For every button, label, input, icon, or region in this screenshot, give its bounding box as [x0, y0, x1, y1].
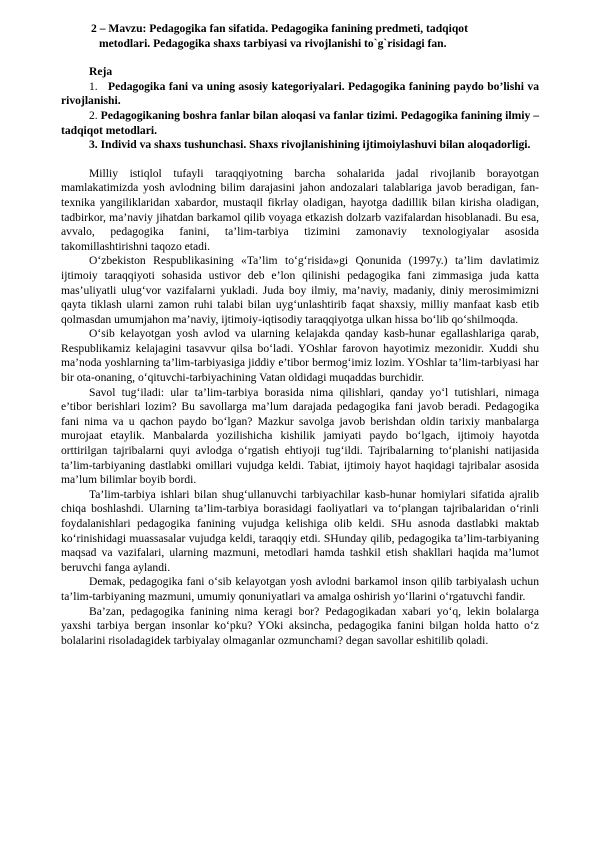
plan-item-number: 2.	[89, 108, 98, 122]
plan-item-number: 3.	[89, 138, 98, 152]
title-line-1: 2 – Mavzu: Pedagogika fan sifatida. Pedagogika fanining predmeti, tadqiqot	[91, 22, 468, 35]
plan-item	[61, 138, 539, 153]
paragraph: O‘sib kelayotgan yosh avlod va ularning kelajakda qanday kasb-hunar egallashlariga qarab, Respublikamiz kelajagini tasavvur qilsa bo‘ladi. YOshlar farovon hayotimiz mezonidir. Xuddi shu ma’noda yoshlarning ta’lim-tarbiyasiga jiddiy e’tibor bermog‘imiz lozim. YOshlar ta’lim-tarbiyasi har bir ota-onaning, o‘qituvchi-tarbiyachining Vatan oldidagi muqaddas burchidir.	[61, 327, 539, 385]
body-text	[61, 167, 539, 649]
paragraph: Demak, pedagogika fani o‘sib kelayotgan yosh avlodni barkamol inson qilib tarbiyalash uchun ta’lim-tarbiyaning mazmuni, umumiy qonuniyatlari va amalga oshirish yo‘llarini o‘rgatuvchi fandir.	[61, 575, 539, 603]
paragraph: Savol tug‘iladi: ular ta’lim-tarbiya borasida nima qilishlari, qanday yo‘l tutishlari, nimaga e’tibor berishlari lozim? Bu savollarga ma’lum darajada pedagogika fani javob beradi. Pedagogika fani nima va u qachon paydo bo‘lgan? Mazkur savolga javob berishdan oldin tarixiy manbalarga murojaat etaylik. Manbalarda yozilishicha kishilik jamiyati paydo bo‘lgach, ijtimoiy hayotda orttirilgan tajribalarni quyi avlodga o‘rgatish ehtiyoji tug‘ildi. Tajribalarning to‘planishi natijasida ta’lim-tarbiyaning dastlabki omillari vujudga keldi. Tabiat, ijtimoiy hayot haqidagi tajribalar asosida ma’lum bilimlar boyib bordi.	[61, 385, 539, 487]
paragraph: O‘zbekiston Respublikasining «Ta’lim to‘g‘risida»gi Qonunida (1997y.) ta’lim davlatimiz ijtimoiy taraqqiyoti sohasida ustivor deb e’lon qilinishi pedagogika fani zimmasiga juda katta mas’uliyatli ulug‘vor vazifalarni yukladi. Juda boy ilmiy, ma’naviy, madaniy, diniy merosimimizni qayta tiklash ularni zamon ruhi talabi bilan uyg‘unlashtirib faqat shaxsiy, milliy manfaat kasb etib qolmasdan umumjahon ma’naviy, ijtimoiy-iqtisodiy taraqqiyotga ulkan hissa bo‘lib qo‘shilmoqda.	[61, 254, 539, 326]
document-title	[61, 22, 539, 51]
paragraph: Ba’zan, pedagogika fanining nima keragi bor? Pedagogikadan xabari yo‘q, lekin bolalarga yaxshi tarbiya bergan insonlar ko‘pku? YOki aksincha, pedagogika fanini bilgan holda hatto o‘z bolalarini risoladagidek tarbiyalay olmaganlar ozmunchami? degan savollar eshitilib qoladi.	[61, 604, 539, 647]
plan-item	[61, 109, 539, 138]
paragraph: Milliy istiqlol tufayli taraqqiyotning barcha sohalarida jadal rivojlanib borayotgan mamlakatimizda yosh avlodning bilim darajasini jahon andozalari talablariga javob beradigan, fan-texnika yangiliklaridan xabardor, mustaqil fikrlay oladigan, hayotga dadillik bilan kirisha oladigan, tadbirkor, ma’naviy jihatdan barkamol qilib voyaga etkazish dolzarb vazifalardan hisoblanadi. Bu esa, avvalo, pedagogika fanini, ta’lim-tarbiya tizimini zamonaviy texnologiyalar asosida takomillashtirishni taqozo etadi.	[61, 166, 539, 253]
plan-item-text: Pedagogikaning boshra fanlar bilan aloqasi va fanlar tizimi. Pedagogika fanining ilmiy – tadqiqot metodlari.	[61, 108, 539, 137]
document-page	[61, 22, 539, 648]
title-line-2: metodlari. Pedagogika shaxs tarbiyasi va rivojlanishi to`g`risidagi fan.	[99, 36, 447, 50]
plan-item-text: Individ va shaxs tushunchasi. Shaxs rivojlanishining ijtimoiylashuvi bilan aloqadorligi.	[100, 138, 531, 152]
plan-section	[61, 65, 539, 153]
plan-item	[61, 80, 539, 109]
plan-item-text: Pedagogika fani va uning asosiy kategoriyalari. Pedagogika fanining paydo bo’lishi va rivojlanishi.	[61, 79, 540, 108]
plan-heading: Reja	[89, 65, 113, 79]
plan-item-number: 1.	[89, 79, 98, 93]
paragraph: Ta’lim-tarbiya ishlari bilan shug‘ullanuvchi tarbiyachilar kasb-hunar homiylari sifatida ajralib chiqa boshlashdi. Ularning ta’lim-tarbiya borasidagi faoliyatlari va to‘plangan tajribalaridan o‘rinli foydalanishlari pedagogika fanining vujudga kelishiga olib keldi. SHu asnoda dastlabki maktab ko‘rinishidagi muassasalar vujudga keldi, taraqqiy etdi. SHunday qilib, pedagogika ta’lim-tarbiyaning maqsad va vazifalari, ularning mazmuni, metodlari hamda tashkil etish shakllari haqida ma’lumot beruvchi fanga aylandi.	[61, 487, 539, 574]
